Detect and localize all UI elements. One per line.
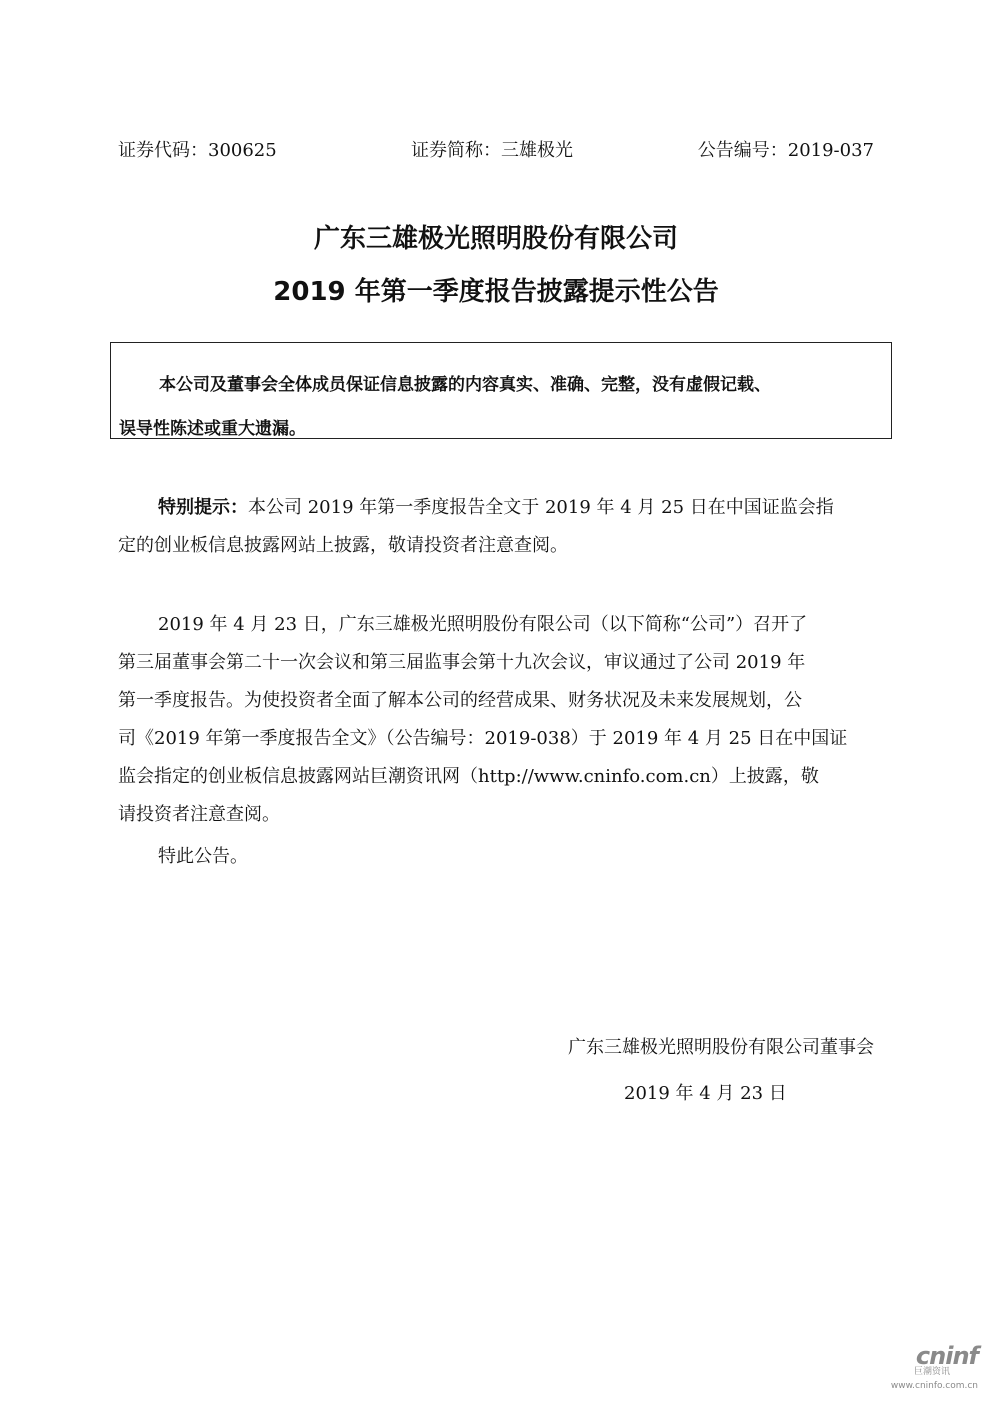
paragraph-line: [118, 489, 874, 527]
signature-date: 2019 年 4 月 23 日: [624, 1083, 787, 1104]
document-title-company: 广东三雄极光照明股份有限公司: [313, 224, 678, 254]
disclaimer-line: 误导性陈述或重大遗漏。: [119, 419, 306, 439]
document-header: [118, 138, 874, 164]
announcement-number: 公告编号：2019-037: [697, 140, 874, 161]
closing-paragraph: [118, 838, 874, 876]
document-title-subject: 2019 年第一季度报告披露提示性公告: [273, 277, 719, 307]
main-paragraph: [118, 606, 874, 834]
disclaimer-text: [119, 363, 879, 451]
special-notice-label: 特别提示：: [158, 497, 248, 518]
stock-code: 证券代码：300625: [118, 140, 277, 161]
special-notice-paragraph: [118, 489, 874, 565]
special-notice-text: 本公司 2019 年第一季度报告全文于 2019 年 4 月 25 日在中国证监会指: [248, 497, 834, 518]
paragraph-line: 第三届董事会第二十一次会议和第三届监事会第十九次会议，审议通过了公司 2019 年: [118, 652, 806, 673]
cninfo-logo-text: cninf: [915, 1342, 978, 1370]
paragraph-line: 第一季度报告。为使投资者全面了解本公司的经营成果、财务状况及未来发展规划，公: [118, 690, 802, 711]
closing-text: 特此公告。: [158, 846, 248, 867]
stock-name: 证券简称：三雄极光: [411, 140, 573, 161]
disclaimer-line: 本公司及董事会全体成员保证信息披露的内容真实、准确、完整，没有虚假记载、: [159, 375, 771, 395]
cninfo-url: www.cninfo.com.cn: [890, 1381, 978, 1391]
cninfo-watermark: [868, 1343, 978, 1393]
paragraph-line: 定的创业板信息披露网站上披露，敬请投资者注意查阅。: [118, 535, 568, 556]
paragraph-line: 请投资者注意查阅。: [118, 804, 280, 825]
signature-company: 广东三雄极光照明股份有限公司董事会: [568, 1037, 874, 1058]
paragraph-line: 2019 年 4 月 23 日，广东三雄极光照明股份有限公司（以下简称“公司”）召开了: [158, 614, 808, 635]
cninfo-chinese-name: 巨潮资讯: [913, 1367, 950, 1377]
disclaimer-box: [110, 342, 892, 439]
paragraph-line: 监会指定的创业板信息披露网站巨潮资讯网（http://www.cninfo.com.cn）上披露，敬: [118, 766, 819, 787]
paragraph-line: 司《2019 年第一季度报告全文》（公告编号：2019-038）于 2019 年 4 月 25 日在中国证: [118, 728, 848, 749]
